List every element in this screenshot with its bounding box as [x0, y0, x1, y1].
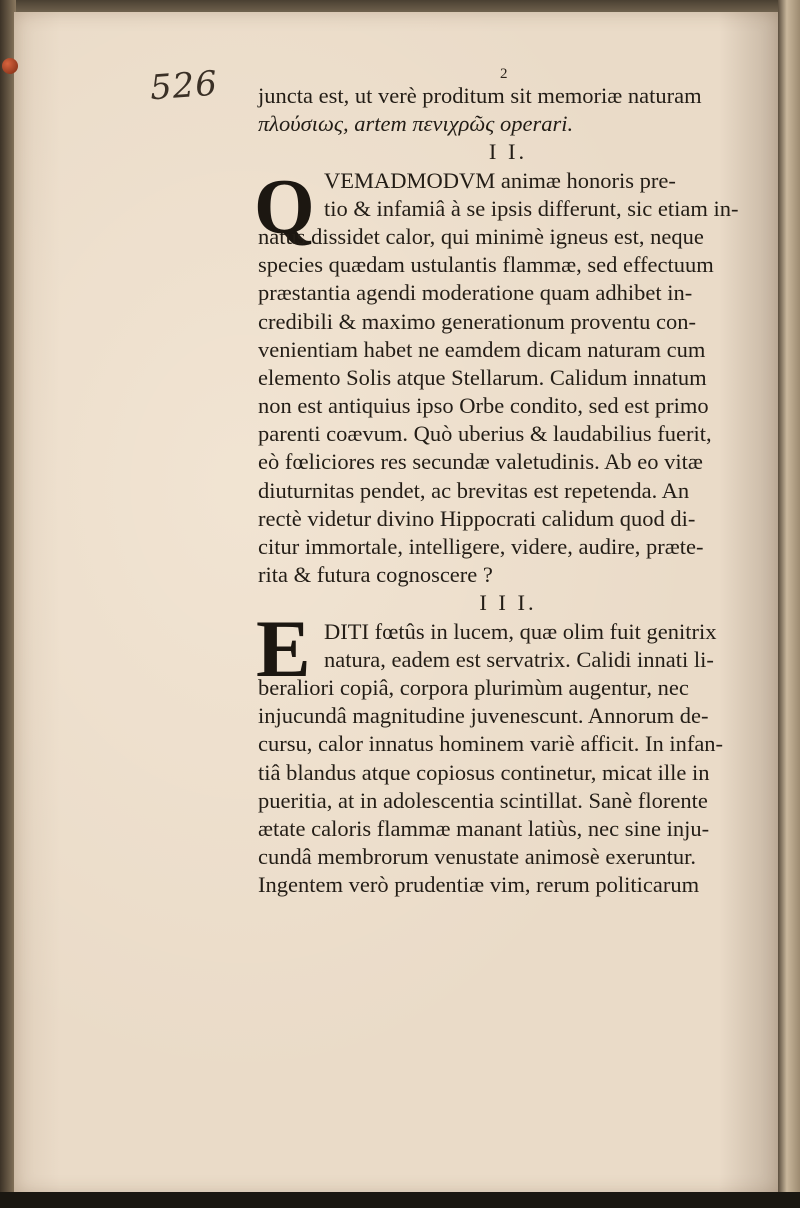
text-line: elemento Solis atque Stellarum. Calidum innatum: [258, 364, 707, 390]
text-line: ætate caloris flammæ manant latiùs, nec sine inju-: [258, 815, 710, 841]
text-line: species quædam ustulantis flammæ, sed effectuum: [258, 252, 714, 278]
text-line: natura, eadem est servatrix. Calidi innati li-: [324, 646, 714, 672]
text-line: præstantia agendi moderatione quam adhibet in-: [258, 280, 693, 306]
text-line: tiâ blandus atque copiosus continetur, micat ille in: [258, 759, 710, 785]
text-line: diuturnitas pendet, ac brevitas est repetenda. An: [258, 477, 690, 503]
text-line: VEMADMODVM animæ honoris pre-: [324, 167, 676, 193]
text-line: citur immortale, intelligere, videre, audire, præte-: [258, 534, 704, 559]
drop-cap-e: E: [256, 603, 311, 694]
text-line: DITI fœtûs in lucem, quæ olim fuit genitrix: [324, 618, 717, 644]
text-line: non est antiquius ipso Orbe condito, sed est primo: [258, 393, 709, 419]
text-line: tio & infamiâ à se ipsis differunt, sic etiam in-: [324, 195, 739, 221]
text-line: rectè videtur divino Hippocrati calidum quod di-: [258, 505, 696, 531]
drop-cap-q: Q: [254, 163, 315, 250]
text-line: juncta est, ut verè proditum sit memoriæ naturam: [258, 83, 702, 108]
text-line: pueritia, at in adolescentia scintillat. Sanè florente: [258, 787, 708, 813]
text-line: πλούσιως, artem πενιχρῶς operari.: [258, 111, 574, 137]
pin-icon: [2, 58, 18, 74]
body-text: [258, 82, 798, 899]
text-line: Ingentem verò prudentiæ vim, rerum politicarum: [258, 872, 700, 898]
text-line: venientiam habet ne eamdem dicam naturam cum: [258, 336, 706, 362]
text-line: injucundâ magnitudine juvenescunt. Annorum de-: [258, 703, 709, 729]
text-line: parenti coævum. Quò uberius & laudabilius fuerit,: [258, 421, 712, 447]
manuscript-number: 526: [148, 63, 220, 109]
text-line: rita & futura cognoscere ?: [258, 562, 493, 588]
text-line: eò fœliciores res secundæ valetudinis. Ab eo vitæ: [258, 449, 703, 475]
text-line: cundâ membrorum venustate animosè exeruntur.: [258, 844, 696, 870]
text-line: cursu, calor innatus hominem variè afficit. In infan-: [258, 731, 724, 757]
bottom-shadow: [0, 1192, 800, 1208]
text-line: beraliori copiâ, corpora plurimùm augentur, nec: [258, 674, 689, 700]
section-heading: I I.: [488, 139, 528, 165]
text-line: credibili & maximo generationum proventu con-: [258, 308, 697, 334]
section-heading: I I I.: [479, 590, 537, 616]
folio-number: 2: [500, 66, 508, 82]
text-line: natus dissidet calor, qui minimè igneus est, neque: [258, 223, 704, 249]
